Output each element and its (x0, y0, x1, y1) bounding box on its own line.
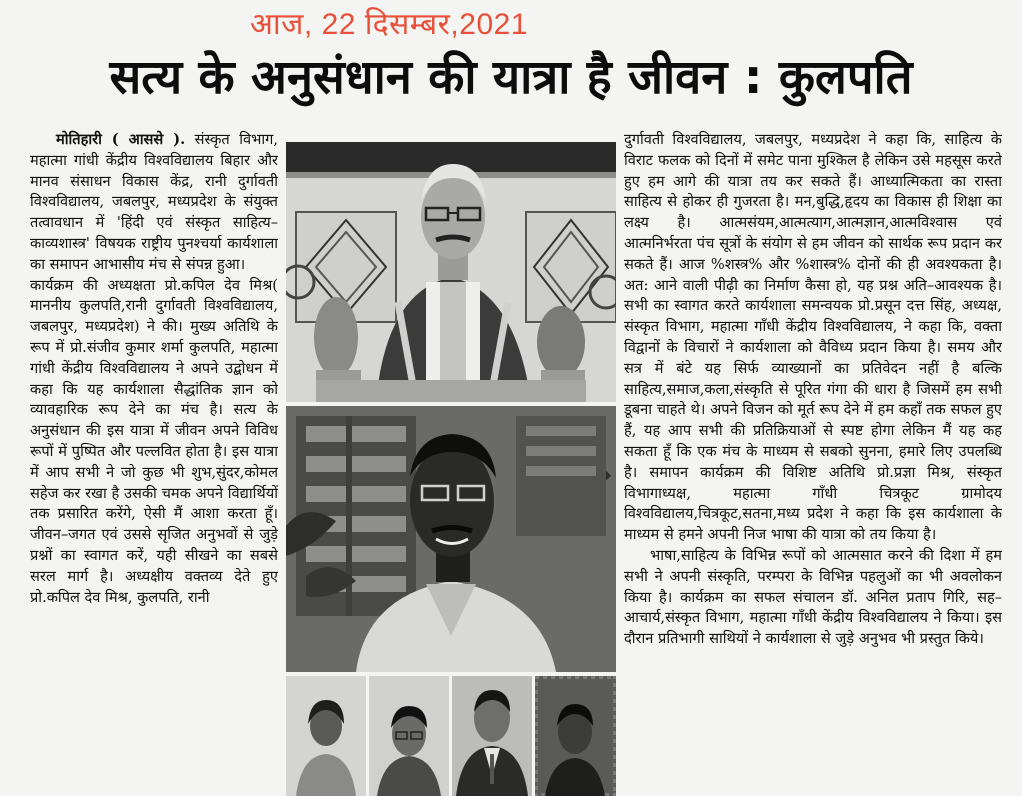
guest-speaker-photo (286, 406, 616, 672)
dateline-stamp: आज, 22 दिसम्बर,2021 (250, 8, 528, 41)
participant-thumbnail-1 (286, 676, 366, 796)
participant-thumbnail-2 (369, 676, 449, 796)
article-paragraph-2: कार्यक्रम की अध्यक्षता प्रो.कपिल देव मिश्र( माननीय कुलपति,रानी दुर्गावती विश्वविद्यालय, जबलपुर, मध्यप्रदेश) ने की। मुख्य अतिथि के रूप में प्रो.संजीव कुमार शर्मा कुलपति, महात्मा गांधी केंद्रीय विश्वविद्यालय ने अपने उद्बोधन में कहा कि यह कार्यशाला सैद्धांतिक ज्ञान को व्यावहारिक रूप देने का मंच है। सत्य के अनुसंधान की इस यात्रा में जीवन अपने विविध रूपों में पुष्पित और पल्लवित होता है। इस यात्रा में आप सभी ने जो कुछ भी शुभ,सुंदर,कोमल सहेज कर रखा है उसकी चमक अपने विद्यार्थियों तक प्रसारित करेंगे, ऐसी मैं आशा करता हूँ। जीवन–जगत एवं उससे सृजित अनुभवों से जुड़े प्रश्नों का स्वागत करें, यही सीखने का सबसे सरल मार्ग है। अध्यक्षीय वक्तव्य देते हुए प्रो.कपिल देव मिश्र, कुलपति, रानी (30, 276, 278, 606)
article-paragraph-4: भाषा,साहित्य के विभिन्न रूपों को आत्मसात करने की दिशा में हम सभी ने अपनी संस्कृति, परम्परा के विभिन्न पहलुओं का भी अवलोकन किया है। कार्यक्रम का सफल संचालन डॉ. अनिल प्रताप गिरि, सह–आचार्य,संस्कृत विभाग, महात्मा गाँधी केंद्रीय विश्वविद्यालय ने किया। इस दौरान प्रतिभागी साथियों ने कार्यशाला से जुड़े अनुभव भी प्रस्तुत किये। (624, 546, 1002, 648)
article-paragraph-3: दुर्गावती विश्वविद्यालय, जबलपुर, मध्यप्रदेश ने कहा कि, साहित्य के विराट फलक को दिनों में समेट पाना मुश्किल है लेकिन उसे महसूस करते हुए हम आगे की यात्रा तय कर सकते हैं। आध्यात्मिकता का रास्ता साहित्य से होकर ही गुजरता है। मन,बुद्धि,हृदय का विकास ही शिक्षा का लक्ष्य है। आत्मसंयम,आत्मत्याग,आत्मज्ञान,आत्मविश्वास एवं आत्मनिर्भरता पंच सूत्रों के संयोग से हम जीवन को सार्थक रूप प्रदान कर सकते हैं। आज %शस्त्र% और %शास्त्र% दोनों की ही अवश्यकता है। अत: आने वाली पीढ़ी का निर्माण कैसा हो, यह प्रश्न अति–आवश्यक है। सभी का स्वागत करते कार्यशाला समन्वयक प्रो.प्रसून दत्त सिंह, अध्यक्ष, संस्कृत विभाग, महात्मा गाँधी केंद्रीय विश्वविद्यालय, ने कहा कि, वक्ता विद्वानों के विचारों ने कार्यशाला को वैविध्य प्रदान किया है। समय और सत्र में बंटे यह सिर्फ व्याख्यानों का प्रतिवेदन नहीं है बल्कि साहित्य,समाज,कला,संस्कृति से पूरित गंगा की धारा है जिसमें हम सभी डूबना चाहते थे। अपने विजन को मूर्त रूप देने में हम कहाँ तक सफल हुए हैं, यह आप सभी की प्रतिक्रियाओं से स्पष्ट होगा लेकिन मैं यह कह सकता हूँ कि एक मंच के माध्यम से सबको सुनना, हमारे लिए उपलब्धि है। समापन कार्यक्रम की विशिष्ट अतिथि प्रो.प्रज्ञा मिश्र, संस्कृत विभागाध्यक्ष, महात्मा गाँधी चित्रकूट ग्रामोदय विश्वविद्यालय,चित्रकूट,सतना,मध्य प्रदेश ने कहा कि इस कार्यशाला के माध्यम से हमने अपनी निज भाषा की यात्रा को तय किया है। (624, 131, 1002, 544)
article-column-3 (624, 130, 1002, 796)
participant-thumbnail-4 (535, 676, 616, 796)
article-paragraph-1 (30, 130, 278, 276)
participant-thumbnail-3 (452, 676, 532, 796)
byline: मोतिहारी ( आससे ). (56, 131, 186, 148)
article-column-1 (30, 130, 278, 796)
headline: सत्य के अनुसंधान की यात्रा है जीवन : कुलपति (109, 50, 913, 105)
vice-chancellor-photo (286, 142, 616, 402)
article-text-1: संस्कृत विभाग, महात्मा गांधी केंद्रीय विश्वविद्यालय बिहार और मानव संसाधन विकास केंद्र, रानी दुर्गावती विश्वविद्यालय, जबलपुर, मध्यप्रदेश के संयुक्त तत्वावधान में 'हिंदी एवं संस्कृत साहित्य–काव्यशास्त्र' विषयक राष्ट्रीय पुनश्चर्या कार्यशाला का समापन आभासीय मंच से संपन्न हुआ। (30, 131, 278, 273)
